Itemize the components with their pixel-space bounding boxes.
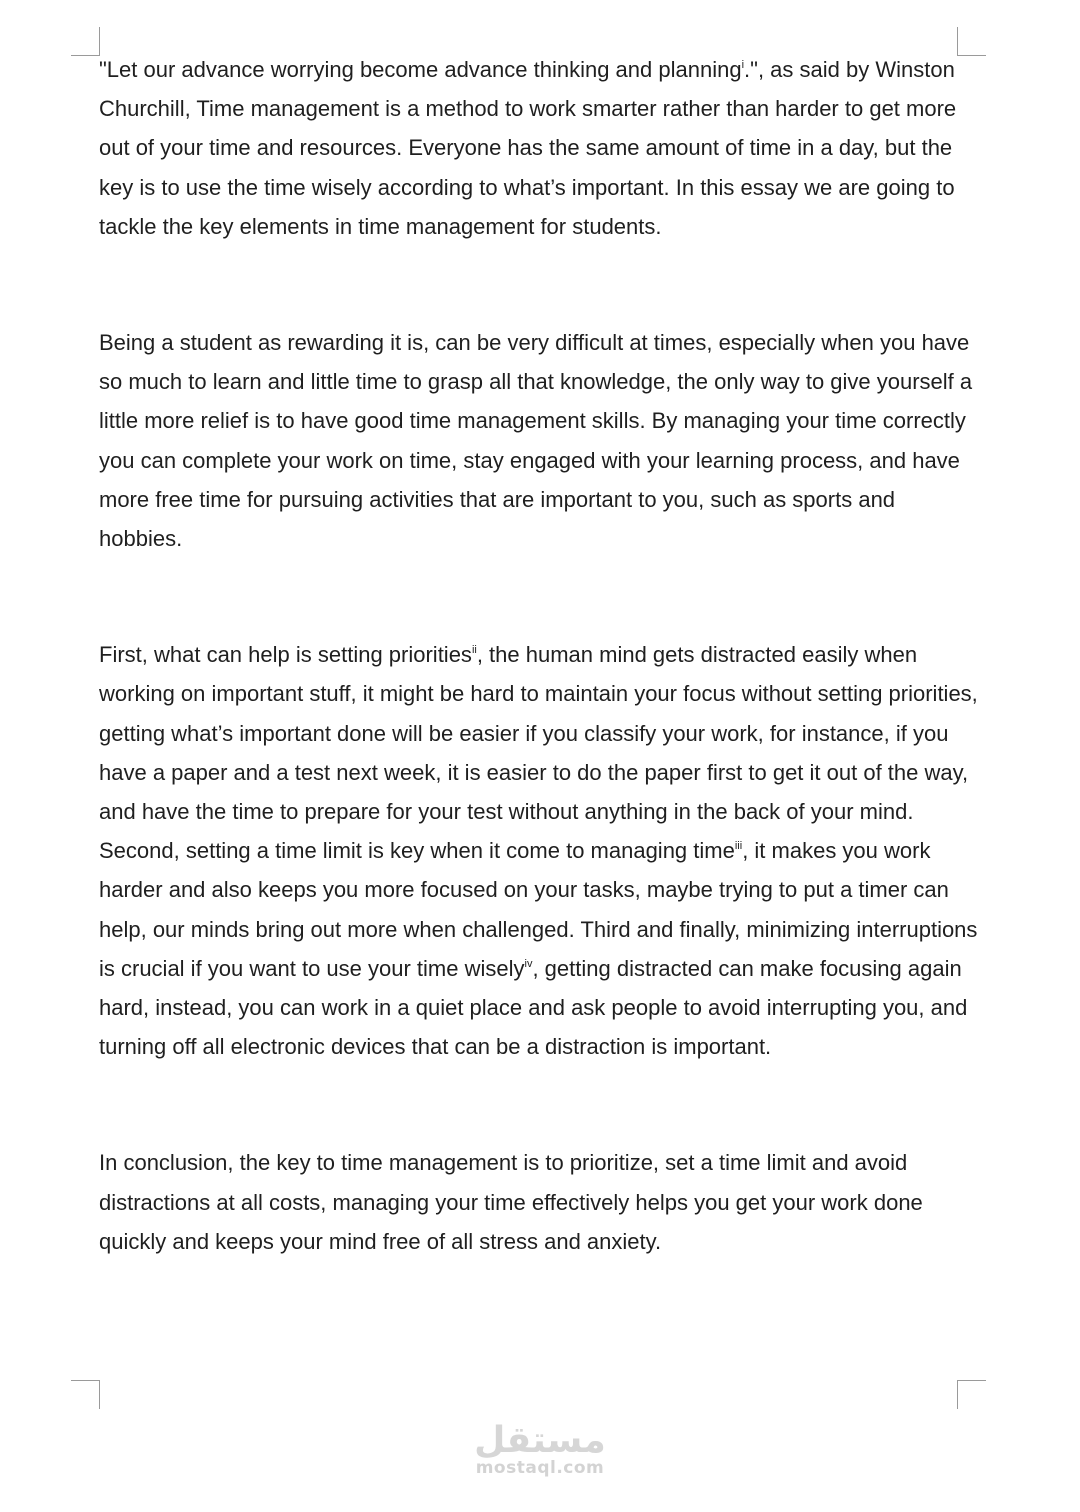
paragraph-text: , it makes you work harder and also keeps you more focused on your tasks, maybe trying to put a timer can help, our minds bring out more when challenged. Third and finally, minimizing interruptions is crucial if you want to use your time wisely (99, 838, 978, 981)
footnote-marker: iii (734, 840, 743, 853)
watermark (440, 1420, 640, 1478)
crop-mark-bottom-left (71, 1380, 100, 1409)
paragraph-student-life (99, 323, 979, 558)
paragraph-text: In conclusion, the key to time management is to prioritize, set a time limit and avoid distractions at all costs, managing your time effectively helps you get your work done quickly and keeps your mind free of all stress and anxiety. (99, 1150, 923, 1254)
paragraph-text: , the human mind gets distracted easily when working on important stuff, it might be hard to maintain your focus without setting priorities, getting what’s important done will be easier if you classify your work, for instance, if you have a paper and a test next week, it is easier to do the paper first to get it out of the way, and have the time to prepare for your test without anything in the back of your mind. Second, setting a time limit is key when it come to managing time (99, 642, 978, 864)
paragraph-key-elements (99, 635, 979, 1066)
footnote-marker: i (741, 59, 745, 71)
paragraph-text: First, what can help is setting priorities (99, 642, 472, 668)
paragraph-conclusion (99, 1143, 979, 1261)
paragraph-text: .", as said by Winston Churchill, Time management is a method to work smarter rather than harder to get more out of your time and resources. Everyone has the same amount of time in a day, but the key is to use the time wisely according to what’s important. In this essay we are going to tackle the key elements in time management for students. (99, 57, 957, 239)
paragraph-text: , getting distracted can make focusing again hard, instead, you can work in a quiet place and ask people to avoid interrupting you, and turning off all electronic devices that can be a distraction is important. (99, 955, 968, 1060)
footnote-marker: ii (471, 644, 477, 657)
crop-mark-bottom-right (957, 1380, 986, 1409)
mostaql-logo-icon (470, 1420, 610, 1460)
paragraph-intro (99, 50, 979, 246)
svg-text:مستقل: مستقل (474, 1420, 606, 1460)
watermark-site: mostaql.com (475, 1458, 605, 1478)
footnote-marker: iv (524, 957, 533, 970)
paragraph-text: Being a student as rewarding it is, can be very difficult at times, especially when you have so much to learn and little time to grasp all that knowledge, the only way to give yourself a little more relief is to have good time management skills. By managing your time correctly you can complete your work on time, stay engaged with your learning process, and have more free time for pursuing activities that are important to you, such as sports and hobbies. (99, 330, 973, 552)
paragraph-text: "Let our advance worrying become advance thinking and planning (99, 57, 742, 82)
crop-mark-top-left (71, 27, 100, 56)
document-body (99, 50, 979, 1261)
